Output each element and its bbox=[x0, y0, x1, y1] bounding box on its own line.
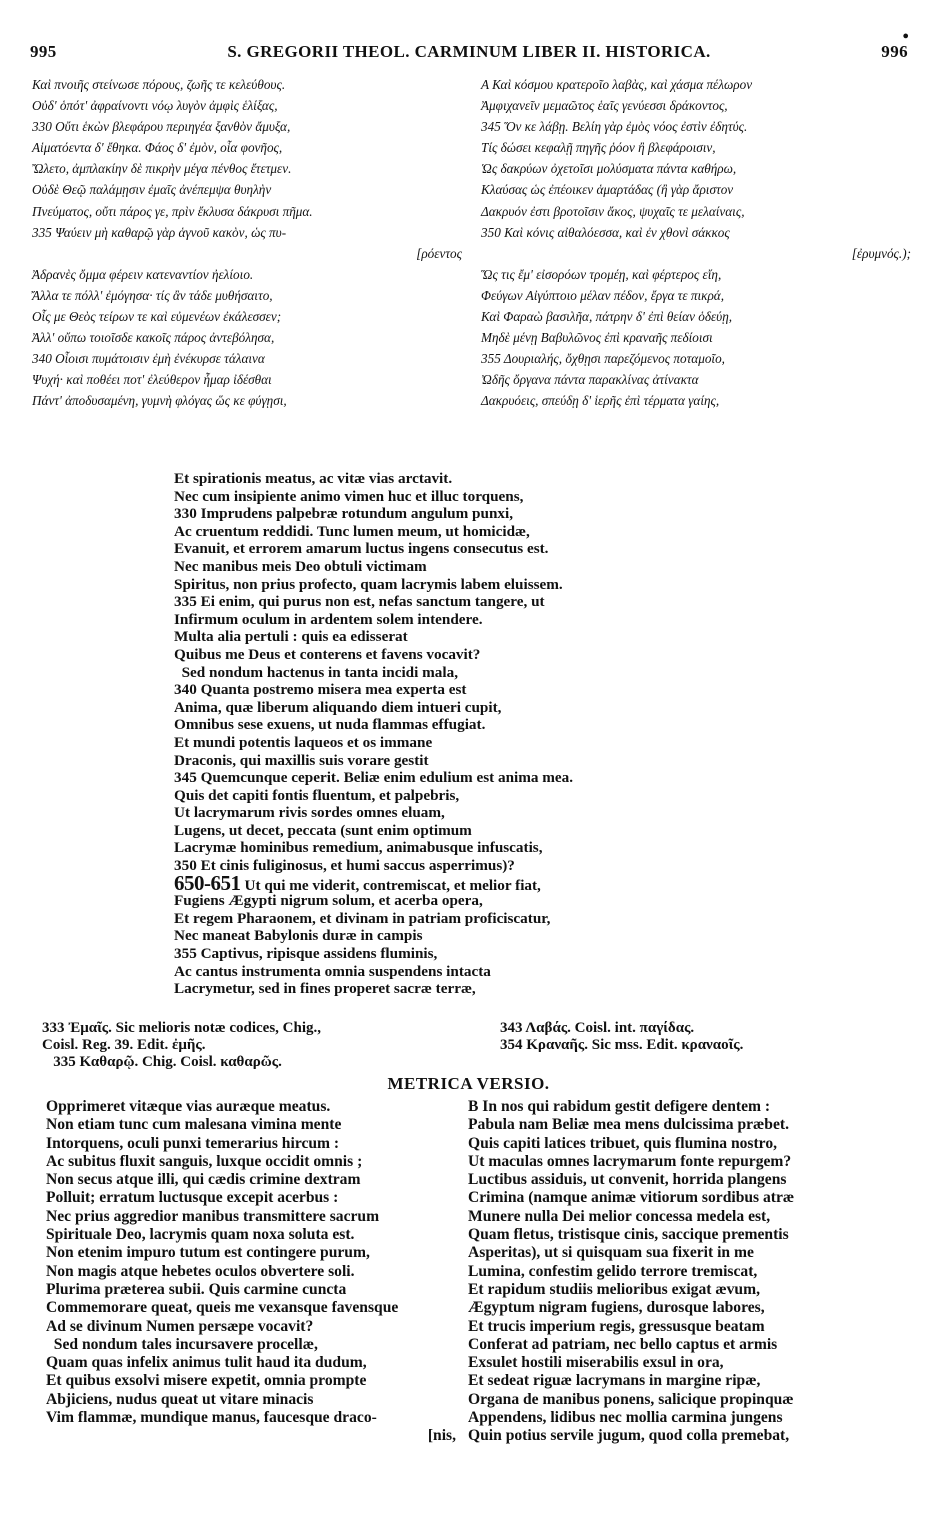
verse-line: Non magis atque hebetes oculos obvertere soli. bbox=[46, 1262, 355, 1280]
latin-line bbox=[174, 804, 774, 822]
latin-line bbox=[174, 488, 774, 506]
greek-line: Φεύγων Αἰγύπτοιο μέλαν πέδον, ἔργα τε πικρά, bbox=[481, 287, 725, 303]
latin-line bbox=[174, 505, 774, 523]
greek-line: Ὠδῆς ὄργανα πάντα παρακλίνας ἀτίνακτα bbox=[481, 372, 699, 388]
greek-line: Οὐδ' ὁπότ' ἀφραίνοντι νόῳ λυγὸν ἀμφὶς ἑλίξας, bbox=[32, 98, 278, 114]
latin-line-text: Nec manibus meis Deo obtuli victimam bbox=[174, 557, 427, 575]
latin-line bbox=[174, 892, 774, 910]
latin-line-text: 340 Quanta postremo misera mea experta est bbox=[174, 681, 467, 699]
greek-line: Ἄλλα τε πόλλ' ἐμόγησα· τίς ἂν τάδε μυθήσαιτο, bbox=[32, 287, 273, 303]
greek-line: 330 Οὔτι ἑκὼν βλεφάρου περιηγέα ξανθὸν ἄμυξα, bbox=[32, 119, 291, 135]
latin-line bbox=[174, 752, 774, 770]
latin-line-text: Lacrymetur, sed in fines properet sacræ terræ, bbox=[174, 980, 476, 998]
greek-line: 345 Ὅν κε λάβῃ. Βελίη γὰρ ἐμὸς νόος ἐστὶν ἐδητύς. bbox=[481, 119, 748, 135]
verse-line: Quam quas infelix animus tulit haud ita dudum, bbox=[46, 1354, 367, 1372]
latin-line-text: Omnibus sese exuens, ut nuda flammas effugiat. bbox=[174, 716, 486, 734]
latin-translation bbox=[174, 470, 774, 998]
greek-line: Πάντ' ἀποδυσαμένη, γυμνὴ φλόγας ὥς κε φύγῃσι, bbox=[32, 393, 287, 409]
verse-line: Spirituale Deo, lacrymis quam noxa soluta est. bbox=[46, 1226, 355, 1244]
verse-line: Munere nulla Dei melior concessa medela est, bbox=[468, 1207, 771, 1225]
metrical-version-right-column bbox=[468, 1098, 898, 1446]
latin-line-text: Nec maneat Babylonis duræ in campis bbox=[174, 927, 423, 945]
greek-line: Ὥς τις ἔμ' εἰσορόων τρομέῃ, καὶ φέρτερος εἴη, bbox=[481, 266, 722, 282]
latin-line bbox=[174, 540, 774, 558]
verse-line: Non etiam tunc cum malesana vimina mente bbox=[46, 1116, 342, 1134]
latin-line-text: Anima, quæ liberum aliquando diem intueri cupit, bbox=[174, 698, 502, 716]
verse-line: Quin potius servile jugum, quod colla premebat, bbox=[468, 1427, 790, 1445]
column-number-marker: 650-651 bbox=[174, 870, 241, 895]
greek-line: Μηδὲ μένῃ Βαβυλῶνος ἐπὶ κραναῆς πεδίοισι bbox=[481, 330, 713, 346]
latin-line bbox=[174, 681, 774, 699]
verse-line: Et rapidum studiis melioribus exigat ævum, bbox=[468, 1280, 760, 1298]
verse-line: Abjiciens, nudus queat ut vitare minacis bbox=[46, 1390, 314, 1408]
verse-line: Sed nondum tales incursavere procellæ, bbox=[46, 1335, 318, 1353]
latin-line-text: Ut lacrymarum rivis sordes omnes eluam, bbox=[174, 804, 445, 822]
greek-line: Ὡς δακρύων ὀχετοῖσι μολύσματα πάντα καθήρω, bbox=[481, 161, 737, 177]
greek-line: Ἀλλ' οὔπω τοιοῖσδε κακοῖς πάρος ἀντεβόλησα, bbox=[32, 330, 275, 346]
verse-line: Commemorare queat, queis me vexansque favensque bbox=[46, 1299, 399, 1317]
greek-line: 340 Οἷοισι πυμάτοισιν ἐμὴ ἐνέκυρσε τάλαινα bbox=[32, 351, 265, 367]
verse-line: Quis capiti latices tribuet, quis flumina nostro, bbox=[468, 1134, 778, 1152]
greek-line: [ρόεντος bbox=[416, 245, 462, 261]
latin-line-text: Multa alia pertuli : quis ea edisserat bbox=[174, 628, 408, 646]
latin-line bbox=[174, 523, 774, 541]
latin-line-text: Evanuit, et errorem amarum luctus ingens consecutus est. bbox=[174, 540, 549, 558]
latin-line-text: Infirmum oculum in ardentem solem intendere. bbox=[174, 610, 483, 628]
latin-line-text: 330 Imprudens palpebræ rotundum angulum punxi, bbox=[174, 505, 514, 523]
verse-line: Plurima præterea subii. Quis carmine cuncta bbox=[46, 1280, 347, 1298]
latin-line-text: 355 Captivus, ripisque assidens fluminis, bbox=[174, 945, 438, 963]
verse-line: Opprimeret vitæque vias auræque meatus. bbox=[46, 1098, 331, 1115]
latin-line-text: Spiritus, non prius profecto, quam lacrymis labem eluissem. bbox=[174, 575, 563, 593]
greek-line: Καὶ Φαραὼ βασιλῆα, πάτρην δ' ἐπὶ θείαν ὁδεύῃ, bbox=[481, 309, 733, 325]
latin-line-text: Lacrymæ hominibus remedium, animabusque infuscatis, bbox=[174, 839, 543, 857]
greek-line: Ἀδρανὲς ὄμμα φέρειν κατεναντίον ἠελίοιο. bbox=[32, 266, 254, 282]
footnotes-left bbox=[42, 1020, 482, 1071]
latin-line bbox=[174, 628, 774, 646]
page-number-left: 995 bbox=[30, 42, 57, 61]
greek-line: Αἱματόεντα δ' ἔθηκα. Φάος δ' ἐμὸν, οἷα φονῆος, bbox=[32, 140, 283, 156]
greek-line: 355 Δουριαλής, ὄχθῃσι παρεζόμενος ποταμοῖο, bbox=[481, 351, 725, 367]
verse-line: B In nos qui rabidum gestit defigere dentem : bbox=[468, 1098, 771, 1115]
greek-line: Καὶ πνοιῆς στείνωσε πόρους, ζωῆς τε κελεύθους. bbox=[32, 77, 286, 92]
latin-line-text: 335 Ei enim, qui purus non est, nefas sanctum tangere, ut bbox=[174, 593, 545, 611]
greek-line: Τίς δώσει κεφαλῇ πηγῆς ῥόον ἢ βλεφάροισιν, bbox=[481, 140, 716, 156]
verse-line: [nis, bbox=[427, 1427, 456, 1445]
latin-line bbox=[174, 870, 774, 895]
greek-line: Δακρυόν ἐστι βροτοῖσιν ἄκος, ψυχαῖς τε μελαίναις, bbox=[481, 203, 745, 219]
verse-line: Quam fletus, tristisque cinis, saccique prementis bbox=[468, 1226, 789, 1244]
latin-line-text: Et mundi potentis laqueos et os immane bbox=[174, 733, 433, 751]
latin-line bbox=[174, 734, 774, 752]
verse-line: Intorquens, oculi punxi temerarius hircum : bbox=[46, 1134, 340, 1152]
verse-line: Appendens, lidibus nec mollia carmina jungens bbox=[468, 1409, 783, 1427]
latin-line-text: Ac cruentum reddidi. Tunc lumen meum, ut homicidæ, bbox=[174, 522, 530, 540]
latin-line bbox=[174, 470, 774, 488]
greek-line: Ἀμφιχανεῖν μεμαῶτος ἑαῖς γενύεσσι δράκοντος, bbox=[481, 98, 728, 114]
page-number-right: 996 bbox=[881, 42, 908, 61]
greek-line: Δακρυόεις, σπεύδῃ δ' ἱερῆς ἐπὶ τέρματα γαίης, bbox=[481, 393, 720, 409]
latin-line bbox=[174, 822, 774, 840]
latin-line bbox=[174, 769, 774, 787]
latin-line-text: 350 Et cinis fuliginosus, et humi saccus asperrimus)? bbox=[174, 857, 515, 875]
latin-line bbox=[174, 787, 774, 805]
latin-line-text: Ac cantus instrumenta omnia suspendens intacta bbox=[174, 962, 491, 980]
verse-line: Ac subitus fluxit sanguis, luxque occidit omnis ; bbox=[46, 1152, 363, 1170]
verse-line: Vim flammæ, mundique manus, faucesque draco- bbox=[46, 1409, 377, 1427]
greek-line: Πνεύματος, οὔτι πάρος γε, πρὶν ἔκλυσα δάκρυσι πῆμα. bbox=[32, 203, 313, 219]
verse-line: Non etenim impuro tutum est contingere purum, bbox=[46, 1244, 370, 1262]
greek-line: A Καὶ κόσμου κρατεροῖο λαβὰς, καὶ χάσμα πέλωρον bbox=[481, 77, 753, 92]
verse-line: Luctibus assiduis, ut convenit, horrida plangens bbox=[468, 1171, 787, 1189]
footnote-line: 333 Ἐμαῖς. Sic melioris notæ codices, Chig., bbox=[42, 1020, 322, 1036]
latin-line-text: Et spirationis meatus, ac vitæ vias arctavit. bbox=[174, 470, 453, 487]
latin-line-text: Lugens, ut decet, peccata (sunt enim optimum bbox=[174, 821, 472, 839]
verse-line: Ægyptum nigram fugiens, durosque labores, bbox=[468, 1299, 765, 1317]
latin-line-text: Sed nondum hactenus in tanta incidi mala, bbox=[174, 663, 458, 681]
latin-line-text: 345 Quemcunque ceperit. Beliæ enim edulium est anima mea. bbox=[174, 769, 574, 787]
verse-line: Et quibus exsolvi misere expetit, omnia prompte bbox=[46, 1372, 367, 1390]
verse-line: Exsulet hostili miserabilis exsul in ora, bbox=[468, 1354, 724, 1372]
greek-text-left-column bbox=[32, 74, 462, 412]
verse-line: Et trucis imperium regis, gressusque beatam bbox=[468, 1317, 765, 1335]
footnotes-right bbox=[500, 1020, 900, 1054]
latin-line bbox=[174, 699, 774, 717]
greek-line: [ἐρυμνός.); bbox=[851, 245, 911, 261]
running-title: S. GREGORII THEOL. CARMINUM LIBER II. HISTORICA. bbox=[227, 42, 711, 61]
verse-line: Pabula nam Beliæ mea mens dulcissima præbet. bbox=[468, 1116, 789, 1134]
verse-line: Lumina, confestim gelido terrore tremiscat, bbox=[468, 1262, 758, 1280]
greek-line: Κλαύσας ὡς ἐπέοικεν ἁμαρτάδας (ἢ γὰρ ἄριστον bbox=[481, 182, 734, 198]
footnote-line: Coisl. Reg. 39. Edit. ἐμῆς. bbox=[42, 1037, 206, 1053]
footnote-line: 354 Κραναῆς. Sic mss. Edit. κραναοῖς. bbox=[500, 1037, 744, 1053]
latin-line-text: Draconis, qui maxillis suis vorare gestit bbox=[174, 751, 429, 769]
verse-line: Ad se divinum Numen persæpe vocavit? bbox=[46, 1317, 314, 1335]
latin-line bbox=[174, 558, 774, 576]
greek-text-right-column bbox=[481, 74, 911, 412]
greek-line: Ψυχή· καὶ ποθέει ποτ' ἐλεύθερον ἦμαρ ἰδέσθαι bbox=[32, 372, 272, 388]
latin-line bbox=[174, 576, 774, 594]
footnote-line: 343 Λαβάς. Coisl. int. παγίδας. bbox=[500, 1020, 695, 1036]
latin-line bbox=[174, 611, 774, 629]
latin-line bbox=[174, 945, 774, 963]
verse-line: Asperitas), ut si quisquam sua fixerit in me bbox=[468, 1244, 754, 1262]
verse-line: Polluit; erratum luctusque excepit acerbus : bbox=[46, 1189, 339, 1207]
greek-line: Οἷς με Θεὸς τείρων τε καὶ εὐμενέων ἐκάλεσσεν; bbox=[32, 309, 282, 325]
latin-line bbox=[174, 716, 774, 734]
greek-line: Οὐδὲ Θεῷ παλάμῃσιν ἐμαῖς ἀνέπεμψα θυηλὴν bbox=[32, 182, 272, 198]
corner-mark: ● bbox=[902, 30, 909, 42]
latin-line bbox=[174, 963, 774, 981]
greek-line: 350 Καὶ κόνις αἰθαλόεσσα, καὶ ἐν χθονὶ σάκκος bbox=[481, 224, 730, 240]
latin-line bbox=[174, 910, 774, 928]
latin-line bbox=[174, 927, 774, 945]
page-header bbox=[30, 38, 908, 68]
latin-line-text: Quis det capiti fontis fluentum, et palpebris, bbox=[174, 786, 460, 804]
verse-line: Nec prius aggredior manibus transmittere sacrum bbox=[46, 1207, 380, 1225]
latin-line-text: Ut qui me viderit, contremiscat, et melior fiat, bbox=[244, 876, 541, 894]
latin-line bbox=[174, 857, 774, 875]
section-heading: METRICA VERSIO. bbox=[387, 1074, 550, 1093]
verse-line: Conferat ad patriam, nec bello captus et armis bbox=[468, 1335, 778, 1353]
verse-line: Non secus atque illi, qui cædis crimine dextram bbox=[46, 1171, 361, 1189]
latin-line-text: Nec cum insipiente animo vimen huc et illuc torquens, bbox=[174, 487, 524, 505]
latin-line bbox=[174, 839, 774, 857]
metrical-version-left-column bbox=[46, 1098, 456, 1446]
latin-line bbox=[174, 646, 774, 664]
latin-line bbox=[174, 593, 774, 611]
greek-line: 335 Ψαύειν μὴ καθαρῷ γὰρ ἁγνοῦ κακὸν, ὡς πυ- bbox=[32, 224, 287, 240]
verse-line: Organa de manibus ponens, salicique propinquæ bbox=[468, 1390, 794, 1408]
latin-line bbox=[174, 980, 774, 998]
latin-line-text: Fugiens Ægypti nigrum solum, et acerba opera, bbox=[174, 892, 483, 910]
verse-line: Ut maculas omnes lacrymarum fonte repurgem? bbox=[468, 1152, 792, 1170]
verse-line: Et sedeat riguæ lacrymans in margine ripæ, bbox=[468, 1372, 761, 1390]
latin-line bbox=[174, 664, 774, 682]
verse-line: Crimina (namque animæ vitiorum sordibus atræ bbox=[468, 1189, 795, 1207]
latin-line-text: Quibus me Deus et conterens et favens vocavit? bbox=[174, 645, 481, 663]
latin-line-text: Et regem Pharaonem, et divinam in patriam proficiscatur, bbox=[174, 909, 551, 927]
footnote-line: 335 Καθαρῷ. Chig. Coisl. καθαρῶς. bbox=[42, 1054, 282, 1070]
greek-line: Ὤλετο, ἀμπλακίην δὲ πικρὴν μέγα πένθος ἔτετμεν. bbox=[32, 161, 292, 177]
